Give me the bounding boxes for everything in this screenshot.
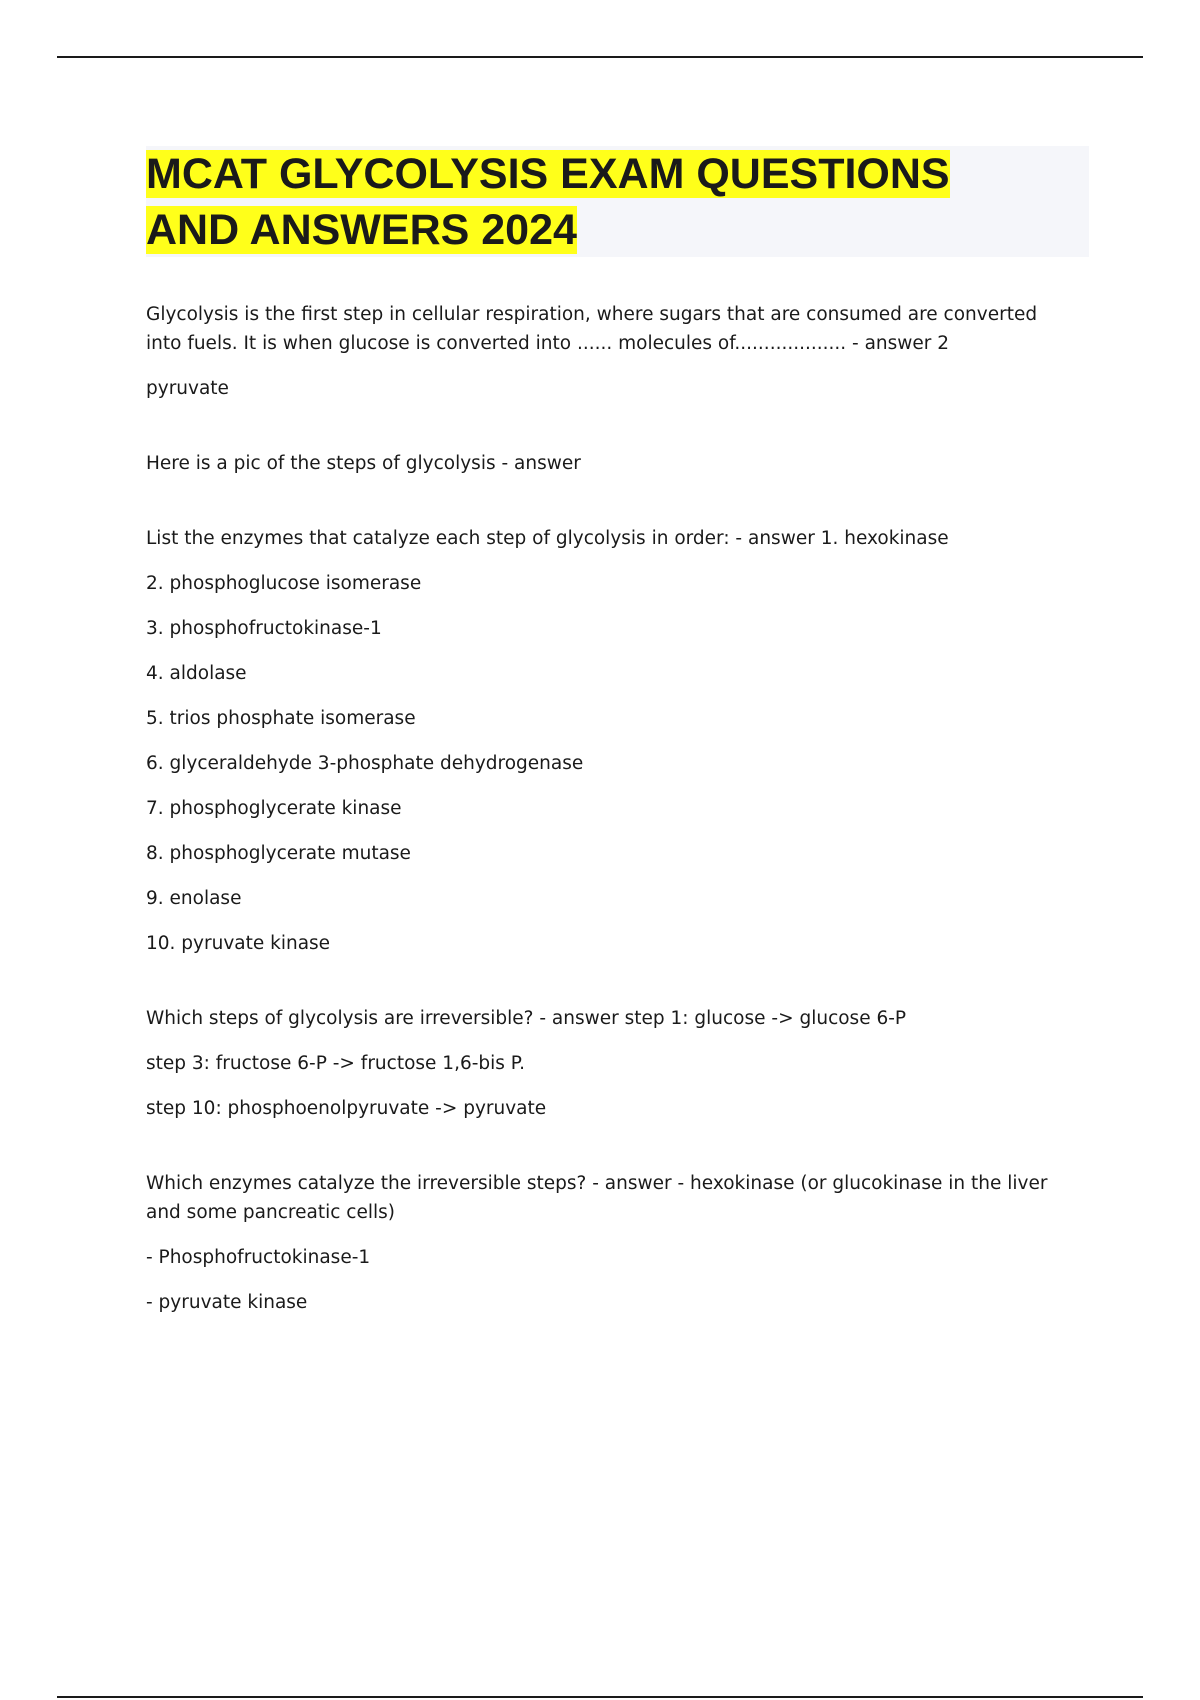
question-1: Glycolysis is the first step in cellular respiration, where sugars that are consumed are converted into fuels. It is when glucose is converted into ...... molecules of................... - answer 2 <box>146 304 1038 354</box>
top-rule <box>57 56 1143 58</box>
list-item: 5. trios phosphate isomerase <box>146 708 416 729</box>
list-item: 8. phosphoglycerate mutase <box>146 843 411 864</box>
list-item: - pyruvate kinase <box>146 1292 308 1313</box>
list-item: 3. phosphofructokinase-1 <box>146 618 382 639</box>
title-line-1: MCAT GLYCOLYSIS EXAM QUESTIONS <box>146 150 950 198</box>
list-item: 10. pyruvate kinase <box>146 933 331 954</box>
question-5: Which enzymes catalyze the irreversible steps? - answer - hexokinase (or glucokinase in the liver and some pancreatic cells) <box>146 1173 1048 1223</box>
list-item: step 3: fructose 6-P -> fructose 1,6-bis P. <box>146 1053 525 1074</box>
list-item: 2. phosphoglucose isomerase <box>146 573 422 594</box>
question-1-continuation: pyruvate <box>146 378 229 399</box>
title-block <box>146 146 1089 257</box>
list-item: 9. enolase <box>146 888 242 909</box>
list-item: - Phosphofructokinase-1 <box>146 1247 371 1268</box>
question-2: Here is a pic of the steps of glycolysis - answer <box>146 453 581 474</box>
list-item: 6. glyceraldehyde 3-phosphate dehydrogenase <box>146 753 584 774</box>
document-title <box>146 146 1089 258</box>
list-item: 4. aldolase <box>146 663 247 684</box>
document-body <box>146 300 1066 1317</box>
bottom-rule <box>57 1696 1143 1698</box>
list-item: step 10: phosphoenolpyruvate -> pyruvate <box>146 1098 547 1119</box>
question-3: List the enzymes that catalyze each step of glycolysis in order: - answer 1. hexokinase <box>146 528 949 549</box>
question-4: Which steps of glycolysis are irreversible? - answer step 1: glucose -> glucose 6-P <box>146 1008 907 1029</box>
title-line-2: AND ANSWERS 2024 <box>146 206 577 254</box>
list-item: 7. phosphoglycerate kinase <box>146 798 402 819</box>
